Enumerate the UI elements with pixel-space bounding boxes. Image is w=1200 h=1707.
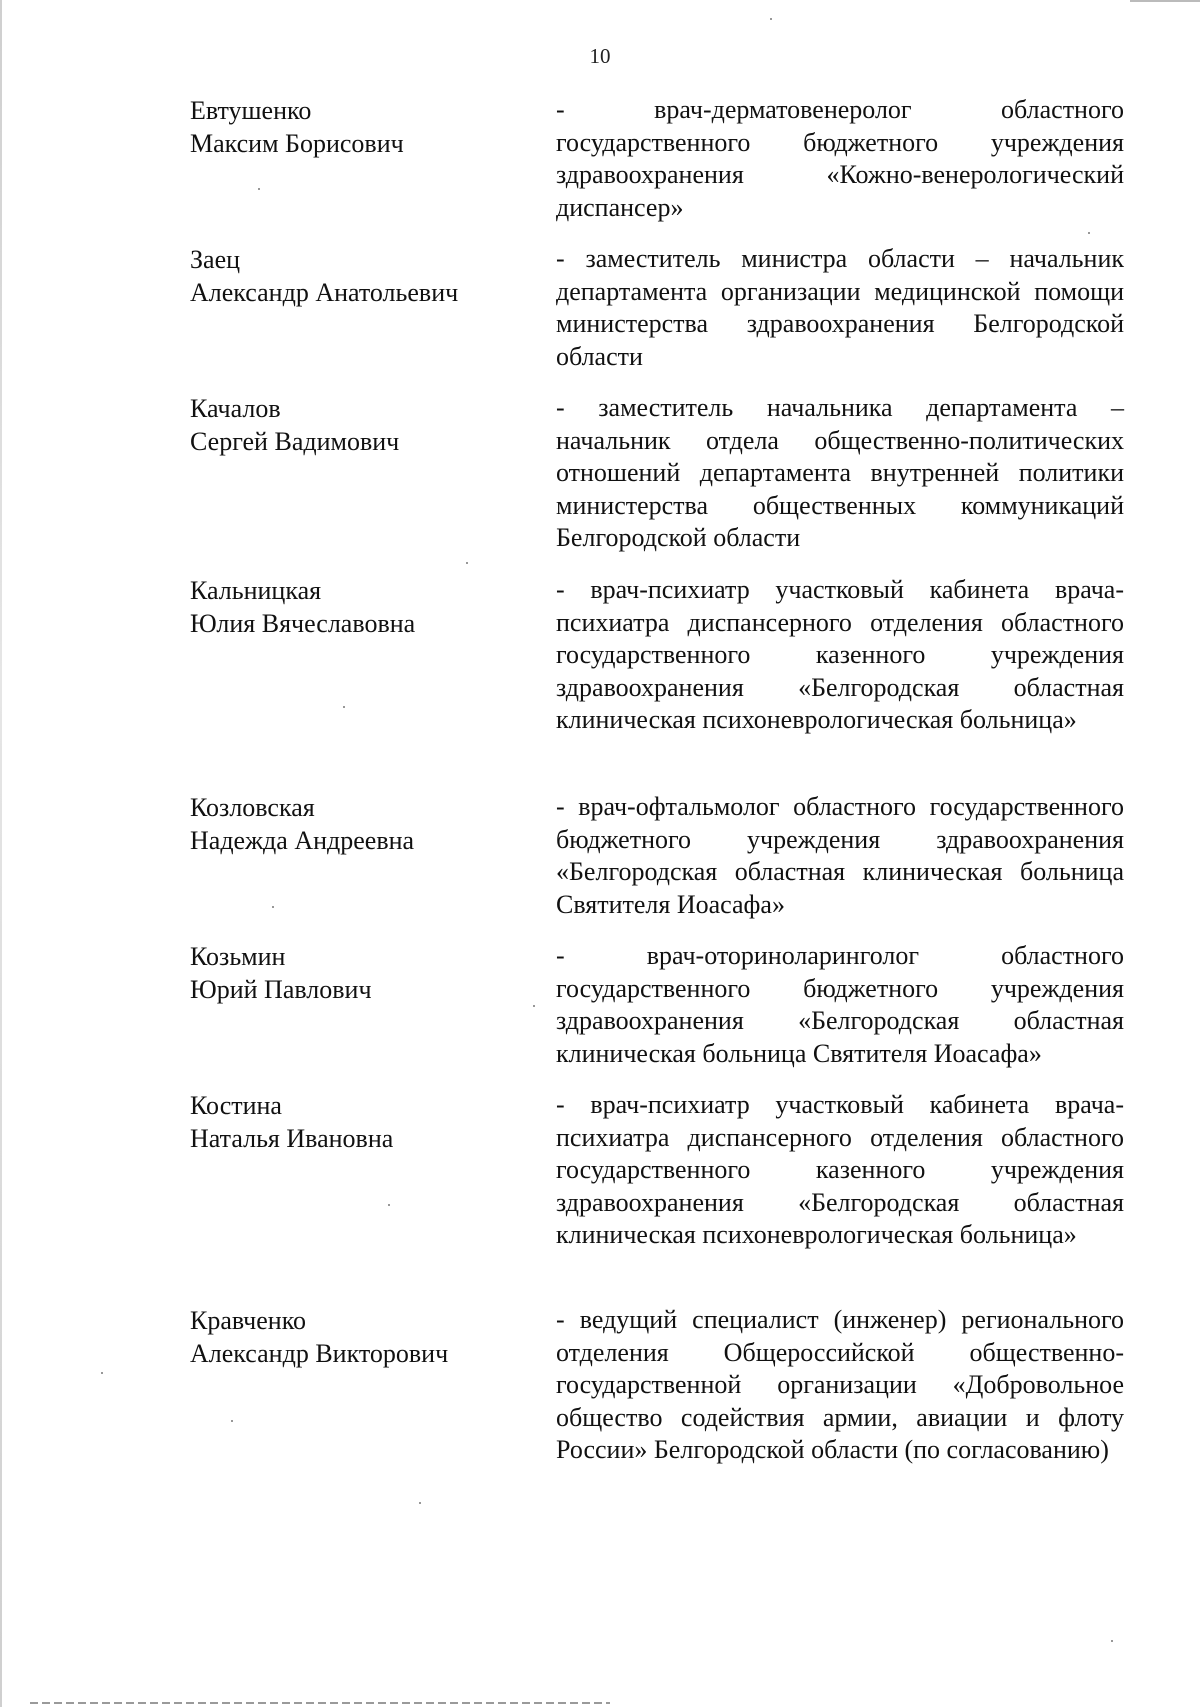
given-names: Александр Викторович — [190, 1339, 449, 1368]
scan-speck — [1088, 232, 1090, 234]
surname: Козловская — [190, 793, 315, 822]
scan-edge-left — [0, 0, 2, 1707]
scan-speck — [466, 562, 468, 564]
position-description: - ведущий специалист (инженер) регионального отделения Общероссийской общественно-государственной организации «Добровольное общество содействия армии, авиации и флоту России» Белгородской области (по согласованию) — [556, 1305, 1124, 1465]
scan-speck — [258, 188, 260, 190]
position-description: - врач-офтальмолог областного государственного бюджетного учреждения здравоохранения «Белгородская областная клиническая больница Святителя Иоасафа» — [556, 792, 1124, 919]
given-names: Юлия Вячеславовна — [190, 609, 416, 638]
given-names: Александр Анатольевич — [190, 278, 459, 307]
given-names: Сергей Вадимович — [190, 427, 400, 456]
given-names: Максим Борисович — [190, 129, 404, 158]
person-name — [190, 940, 520, 1006]
person-name — [190, 392, 520, 458]
given-names: Наталья Ивановна — [190, 1124, 394, 1153]
scan-speck — [343, 706, 345, 708]
position-description: - врач-оториноларинголог областного государственного бюджетного учреждения здравоохранения «Белгородская областная клиническая больница Святителя Иоасафа» — [556, 941, 1124, 1068]
position-description: - врач-психиатр участковый кабинета врача-психиатра диспансерного отделения областного государственного казенного учреждения здравоохранения «Белгородская областная клиническая психоневрологическая больница» — [556, 575, 1124, 735]
person-name — [190, 243, 520, 309]
person-name — [190, 1304, 520, 1370]
scan-speck — [272, 906, 274, 908]
surname: Козьмин — [190, 942, 286, 971]
surname: Кравченко — [190, 1306, 307, 1335]
position-description: - врач-дерматовенеролог областного государственного бюджетного учреждения здравоохранения «Кожно-венерологический диспансер» — [556, 95, 1124, 222]
scan-edge-bottom — [30, 1702, 610, 1704]
given-names: Надежда Андреевна — [190, 826, 415, 855]
position-description: - заместитель начальника департамента – начальник отдела общественно-политических отношений департамента внутренней политики министерства общественных коммуникаций Белгородской области — [556, 393, 1124, 553]
person-name — [190, 574, 520, 640]
scan-speck — [388, 1204, 390, 1206]
surname: Качалов — [190, 394, 281, 423]
scan-edge-top — [1130, 0, 1200, 2]
scan-speck — [231, 1420, 233, 1422]
surname: Кальницкая — [190, 576, 322, 605]
person-name — [190, 94, 520, 160]
surname: Евтушенко — [190, 96, 312, 125]
scan-speck — [533, 1005, 535, 1007]
scan-speck — [770, 18, 772, 20]
given-names: Юрий Павлович — [190, 975, 372, 1004]
page-number: 10 — [589, 44, 611, 68]
person-name — [190, 791, 520, 857]
position-description: - врач-психиатр участковый кабинета врача-психиатра диспансерного отделения областного государственного казенного учреждения здравоохранения «Белгородская областная клиническая психоневрологическая больница» — [556, 1090, 1124, 1250]
surname: Заец — [190, 245, 241, 274]
person-name — [190, 1089, 520, 1155]
scan-speck — [101, 1372, 103, 1374]
surname: Костина — [190, 1091, 282, 1120]
position-description: - заместитель министра области – начальник департамента организации медицинской помощи министерства здравоохранения Белгородской области — [556, 244, 1124, 371]
scan-speck — [1111, 1640, 1113, 1642]
scan-speck — [419, 1502, 421, 1504]
